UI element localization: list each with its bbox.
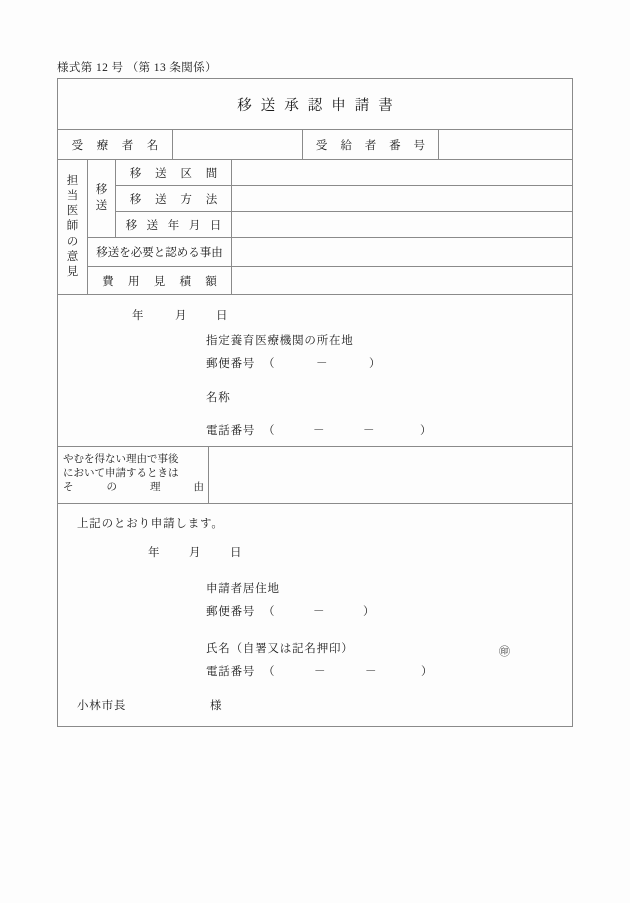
institution-postal-close-paren: ） [369,358,381,370]
applicant-address-label: 申請者居住地 [206,583,280,595]
applicant-date-day: 日 [230,547,242,559]
recipient-number-value-cell[interactable] [439,130,572,160]
transport-method-value-cell[interactable] [232,186,572,212]
applicant-name-label: 氏名（自署又は記名押印） [206,643,354,655]
institution-phone-dash-1: － [313,425,325,437]
institution-phone-open-paren: （ [263,425,275,437]
institution-postal-open-paren: （ [263,358,275,370]
form-number: 様式第 12 号 （第 13 条関係） [57,62,217,74]
transport-method-label-cell [116,186,232,212]
institution-block [58,295,572,447]
patient-name-label-cell [58,130,173,160]
seal-stamp-icon: ㊞ [499,646,510,658]
late-reason-value [209,447,572,503]
applicant-date-month: 月 [189,547,201,559]
physician-opinion-label-cell [58,160,88,295]
form-frame [57,78,573,727]
transport-section-value-cell[interactable] [232,160,572,186]
applicant-phone-open-paren: （ [263,666,275,678]
applicant-phone-dash-1: － [314,666,326,678]
patient-name-value-cell[interactable] [173,130,303,160]
addressee-honorific: 様 [210,700,222,712]
transport-date-value [232,212,572,237]
applicant-phone-close-paren: ） [421,666,433,678]
patient-name-label: 受 療 者 名 [71,139,159,152]
institution-address-label: 指定養育医療機関の所在地 [206,335,354,347]
late-reason-label-cell [58,447,209,504]
necessity-reason-value-cell[interactable] [232,238,572,267]
cost-estimate-label: 費 用 見 積 額 [102,275,217,288]
late-reason-label-line-3: そ の 理 由 [63,482,204,494]
recipient-number-label: 受 給 者 番 号 [315,139,426,152]
necessity-reason-label-cell [88,238,232,267]
necessity-reason-label: 移送を必要と認める事由 [96,247,223,259]
recipient-number-label-cell [303,130,439,160]
institution-name-label: 名称 [206,392,231,404]
applicant-phone-dash-2: － [365,666,377,678]
cost-estimate-value [232,267,572,294]
transport-section-label-cell [116,160,232,186]
institution-date-year: 年 [132,310,144,322]
transport-date-value-cell[interactable] [232,212,572,238]
page-title: 移送承認申請書 [237,97,402,114]
title-band [58,79,572,130]
transport-section-label: 移 送 区 間 [129,167,218,180]
applicant-postal-open-paren: （ [263,606,275,618]
institution-date-day: 日 [216,310,228,322]
transport-date-label-cell [116,212,232,238]
institution-phone-dash-2: － [363,425,375,437]
institution-date-month: 月 [175,310,187,322]
transport-section-value [232,160,572,185]
late-reason-value-cell[interactable] [209,447,572,504]
late-reason-label-line-2: において申請するときは [63,468,179,480]
institution-phone-close-paren: ） [420,425,432,437]
applicant-postal-dash: － [313,606,325,618]
patient-name-value [173,130,302,159]
institution-postal-dash: － [316,358,328,370]
applicant-phone-label: 電話番号 [206,666,256,678]
recipient-number-value [439,130,572,159]
necessity-reason-value [232,238,572,266]
transport-date-label: 移 送 年 月 日 [125,219,222,232]
applicant-block [58,504,572,726]
cost-estimate-value-cell[interactable] [232,267,572,295]
institution-postal-label: 郵便番号 [206,358,256,370]
cost-estimate-label-cell [88,267,232,295]
transport-sublabel: 移 送 [95,184,108,212]
addressee-label: 小林市長 [77,700,127,712]
application-statement: 上記のとおり申請します。 [77,518,224,530]
late-reason-label-line-1: やむを得ない理由で事後 [63,454,179,465]
applicant-postal-close-paren: ） [363,606,375,618]
transport-sublabel-cell [88,160,116,238]
applicant-postal-label: 郵便番号 [206,606,256,618]
applicant-date-year: 年 [148,547,160,559]
transport-method-value [232,186,572,211]
transport-method-label: 移 送 方 法 [129,193,218,206]
institution-phone-label: 電話番号 [206,425,256,437]
physician-opinion-label: 担 当 医 師 の 意 見 [66,174,79,279]
